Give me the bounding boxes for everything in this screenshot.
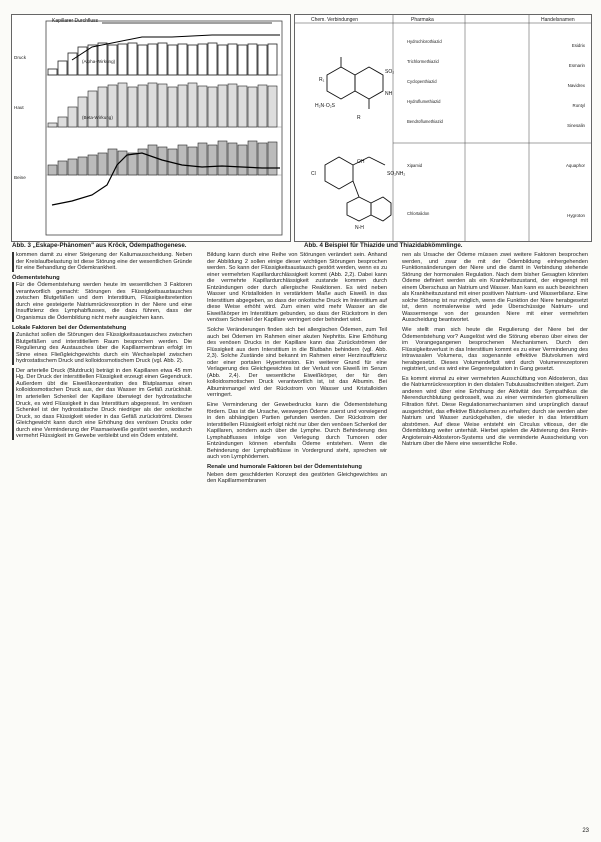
figure-4 — [294, 14, 592, 242]
alpha-label: (Alpha-Wirkung) — [82, 59, 116, 64]
bar — [148, 83, 157, 127]
brand-4: Rontyl — [572, 103, 585, 108]
svg-text:R₁: R₁ — [319, 77, 325, 83]
bar — [238, 86, 247, 127]
bar — [158, 84, 167, 127]
figure-4-structures — [295, 15, 591, 241]
bar — [248, 141, 257, 175]
column-2 — [207, 252, 387, 488]
bar — [58, 161, 67, 175]
bar — [108, 149, 117, 175]
bar — [48, 123, 57, 127]
svg-text:H₂N·O₂S: H₂N·O₂S — [315, 103, 335, 109]
bar — [228, 143, 237, 175]
bar — [258, 143, 267, 175]
paragraph: Neben dem geschilderten Konzept des gestörten Gleichgewichtes an den Kapillarmembranen — [207, 471, 387, 485]
bar — [148, 145, 157, 175]
bar — [268, 142, 277, 175]
bar — [228, 84, 237, 127]
bar — [88, 91, 97, 127]
drug-1: Hydrochlorothiazid — [407, 39, 442, 44]
paragraph: Für die Ödementstehung werden heute im wesentlichen 3 Faktoren verantwortlich gemacht: Störungen des Flüssigkeitsaustausches zwischen Blutgefäßen und dem Interstitium, Flüssigkeitsretention durch eine gesteigerte Natriumrückresorption in der Niere und eine Insuffizienz des Lymphabflusses, die dazu führen, dass der Organismus die Ödembildung nicht mehr ausgleichen kann. — [12, 282, 192, 321]
y-label-2: Haut — [14, 105, 24, 110]
bar — [268, 86, 277, 127]
paragraph: Es kommt einmal zu einer vermehrten Ausschüttung von Aldosteron, das die Natriumrückresorption in den distalen Tubulusabschnitten steigert. Zum anderen wird über eine Erhöhung der Aktivität des Sympathikus die Nierendurchblutung gedrosselt, was zu einer verminderten glomerulären Filtration führt. Diese Regulationsmechanismen sind ursprünglich darauf ausgerichtet, das effektive Blutvolumen zu erhalten; durch sie werden aber Natrium und Wasser zurückgehalten, die wieder in das Interstitium abströmen. Auf diese Weise entsteht ein Circulus vitiosus, der die Ödembildung weiter unterhält. Hierbei spielen die Aktivierung des Renin-Angiotensin-Aldosteron-Systems und die verminderte Ausscheidung von Natrium über die Niere eine wesentliche Rolle. — [402, 375, 588, 448]
bar — [218, 85, 227, 127]
brand-2: Esmarin — [568, 63, 585, 68]
heading-lokale-faktoren: Lokale Faktoren bei der Ödementstehung — [12, 324, 127, 331]
y-label-3: Beine — [14, 175, 26, 180]
bar — [248, 87, 257, 127]
bar — [68, 107, 77, 127]
bar — [138, 85, 147, 127]
bar — [198, 86, 207, 127]
y-label-1: Druck — [14, 55, 26, 60]
bar — [78, 97, 87, 127]
paragraph: Solche Veränderungen finden sich bei allergischen Ödemen, zum Teil auch bei Ödemen im Rahmen einer akuten Nephritis. Eine Erhöhung des venösen Drucks in der Kapillare kann das Zurückströmen der Flüssigkeit aus dem Interstitium in die Blutbahn behindern (vgl. Abb. 2,3). Solche Zustände sind bekannt im Rahmen einer Herzinsuffizienz oder einer portalen Hypertension. Ein weiterer Grund für eine Verlagerung des Gleichgewichtes ist der Verlust von Eiweiß im Serum (Abb. 2,4). Der wesentliche Eiweißkörper, der für den kolloidosmotischen Druck verantwortlich ist, ist das Albumin. Bei Albuminmangel wird der Rückstrom von Wasser und Kristalloiden verringert. — [207, 327, 387, 399]
brand-3: Navidrex — [567, 83, 585, 88]
beta-label: (Beta-Wirkung) — [82, 115, 113, 120]
header-brands: Handelsnamen — [541, 17, 575, 23]
svg-text:SO₂NH₂: SO₂NH₂ — [387, 171, 406, 177]
column-3 — [402, 252, 588, 451]
drug-7: Chlortalidon — [407, 211, 430, 216]
bar — [188, 83, 197, 127]
bar — [108, 85, 117, 127]
bar — [128, 153, 137, 175]
svg-text:N-H: N-H — [355, 225, 364, 231]
bar — [118, 83, 127, 127]
bar — [178, 145, 187, 175]
bar — [128, 87, 137, 127]
bar — [168, 87, 177, 127]
flow-label: Kapillarer Durchfluss — [52, 18, 99, 24]
figure-4-caption: Abb. 4 Beispiel für Thiazide und Thiazidabkömmlinge. — [304, 242, 463, 249]
bar — [208, 87, 217, 127]
bar — [88, 155, 97, 175]
svg-text:SO₂: SO₂ — [385, 69, 395, 75]
header-pharmaka: Pharmaka — [411, 17, 434, 23]
page-number: 23 — [582, 828, 589, 834]
bar — [188, 147, 197, 175]
svg-text:Cl: Cl — [311, 171, 316, 177]
bar — [218, 141, 227, 175]
svg-text:OH: OH — [357, 159, 365, 165]
bar — [68, 159, 77, 175]
drug-3: Cyclopenthiazid — [407, 79, 437, 84]
column-1 — [12, 252, 192, 443]
paragraph: Eine Verminderung der Gewebedrucks kann die Ödementstehung fördern. Das ist die Ursache, weswegen Ödeme zuerst und vorwiegend in den abhängigen Partien gefunden werden. Der Rückstrom der interstitiellen Flüssigkeit erfolgt nicht nur über den venösen Schenkel der Kapillaren, sondern auch über die Lymphe. Durch Behinderung des Lymphabflusses infolge von Verlegung durch Tumoren oder Entzündungen können ebenfalls Ödeme entstehen. Wenn die Behinderung der Lymphabflüsse in Vordergrund steht, sprechen wir auch von Lymphödemen. — [207, 402, 387, 461]
paragraph: nen als Ursache der Ödeme müssen zwei weitere Faktoren besprochen werden, und zwar die mit der Ödembildung einhergehenden Funktionsänderungen der Niere und die damit in Verbindung stehende Störung der hormonalen Regulation. Nach dem bisher Gesagten könnten Ödeme definiert werden als ein Krankheitszustand, der eingeengt mit einem Überschuss an Natrium und Wasser. Man kann es auch bezeichnen als Krankheitszustand mit einer positiven Natrium- und Wasserbilanz. Eine solche Störung ist nur möglich, wenn die Funktion der Niere herabgesetzt ist, denn normalerweise wird jede Überschüssige Natrium- und Wassermenge von der gesunden Niere mit einer vermehrten Ausscheidung beantwortet. — [402, 252, 588, 324]
drug-4: Hydroflumethiazid — [407, 99, 441, 104]
bar — [58, 117, 67, 127]
figure-3-caption: Abb. 3 „Eskape-Phänomen" aus Kröck, Ödempathogenese. — [12, 242, 187, 249]
paragraph: kommen damit zu einer Steigerung der Kaliumausscheidung. Neben der Kreislaufbelastung ist diese Störung eine der wesentlichen Gründe für eine Behandlung der Ödemkrankheit. — [12, 252, 192, 272]
bar — [48, 165, 57, 175]
header-compounds: Chem. Verbindungen — [311, 17, 358, 23]
bar — [198, 143, 207, 175]
svg-text:NH: NH — [385, 91, 393, 97]
bar — [258, 85, 267, 127]
brand-1: Esidrix — [571, 43, 585, 48]
svg-text:R: R — [357, 115, 361, 121]
bar — [98, 153, 107, 175]
bar — [98, 87, 107, 127]
brand-7: Hygroton — [567, 213, 585, 218]
figure-3-chart — [12, 15, 290, 241]
brand-5: Sinesalin — [567, 123, 585, 128]
paragraph: Wie stellt man sich heute die Regulierung der Niere bei der Ödementstehung vor? Ausgelöst wird die Störung ebenso über eines der im Vorangegangenen besprochenen Mechanismen. Durch den Flüssigkeitsverlust in das Interstitium kommt es zu einer Verminderung des intravasalen Volumens, das sogenannte effektive Blutvolumen wird herabgesetzt. Dieses Volumendefizit wird durch Volumenrezeptoren registriert, und es wird eine Gegenregulation in Gang gesetzt. — [402, 327, 588, 373]
bar — [238, 145, 247, 175]
paragraph: Zunächst sollen die Störungen des Flüssigkeitsaustausches zwischen Blutgefäßen und interstitiellem Raum besprochen werden. Die Regulierung des Austausches über die Kapillarmembran erfolgt im Sinne eines Fließgleichgewichts durch ein Wechselspiel zwischen hydrostatischem Druck und kolloidosmotischem Druck (vgl. Abb. 2). — [12, 332, 192, 365]
heading-oedementstehung: Ödementstehung — [12, 274, 60, 281]
bar — [208, 145, 217, 175]
paragraph: Der arterielle Druck (Blutdruck) beträgt in den Kapillaren etwa 45 mm Hg. Der Druck der interstitiellen Flüssigkeit erzeugt einen Gegendruck. Außerdem übt die Eiweißkonzentration des Blutplasmas einen kolloidosmotischen Druck aus, der das Wasser im Gefäß zurückhält. Im arteriellen Schenkel der Kapillare überwiegt der hydrostatische Druck, es wird Flüssigkeit in das Interstitium abgepresst. Im venösen Schenkel ist der hydrostatische Druck niedriger als der onkotische Druck, so dass Flüssigkeit wieder in das Gefäß zurückströmt. Dieses Gleichgewicht kann durch eine Erhöhung des venösen Drucks oder durch eine Verminderung der Plasmaeiweiße gestört werden, wodurch vermehrt Flüssigkeit im Gewebe verbleibt und ein Ödem entsteht. — [12, 368, 192, 440]
bar — [78, 157, 87, 175]
figure-3 — [11, 14, 291, 242]
paragraph: Bildung kann durch eine Reihe von Störungen verändert sein. Anhand der Abbildung 2 sollen einige dieser wichtigen Störungen besprochen werden. So kann der Flüssigkeitsaustausch gestört werden, wenn es zu einer vermehrten Kapillardurchlässigkeit kommt (Abb. 2,2). Dabei kann die vermehrte Kapillardurchlässigkeit zustande kommen durch Entzündungen oder durch allergische Reaktionen. Es wird neben Wasser und Kristalloiden in verstärktem Maße auch Eiweiß in das Interstitium abgegeben, so dass der onkotische Druck im Interstitium auf diese Weise erhöht wird. Zum einen wird mehr Wasser an die Eiweißkörper im Interstitium gebunden, so dass der Rückstrom in den venösen Schenkel der Kapillare verringert oder behindert wird. — [207, 252, 387, 324]
drug-5: Bendroflumethiazid — [407, 119, 443, 124]
brand-6: Aquaphor — [565, 163, 585, 168]
drug-6: Xipamid — [407, 163, 423, 168]
drug-2: Trichlormethiazid — [407, 59, 439, 64]
heading-renale-faktoren: Renale und humorale Faktoren bei der Ödementstehung — [207, 463, 362, 470]
bar — [178, 85, 187, 127]
